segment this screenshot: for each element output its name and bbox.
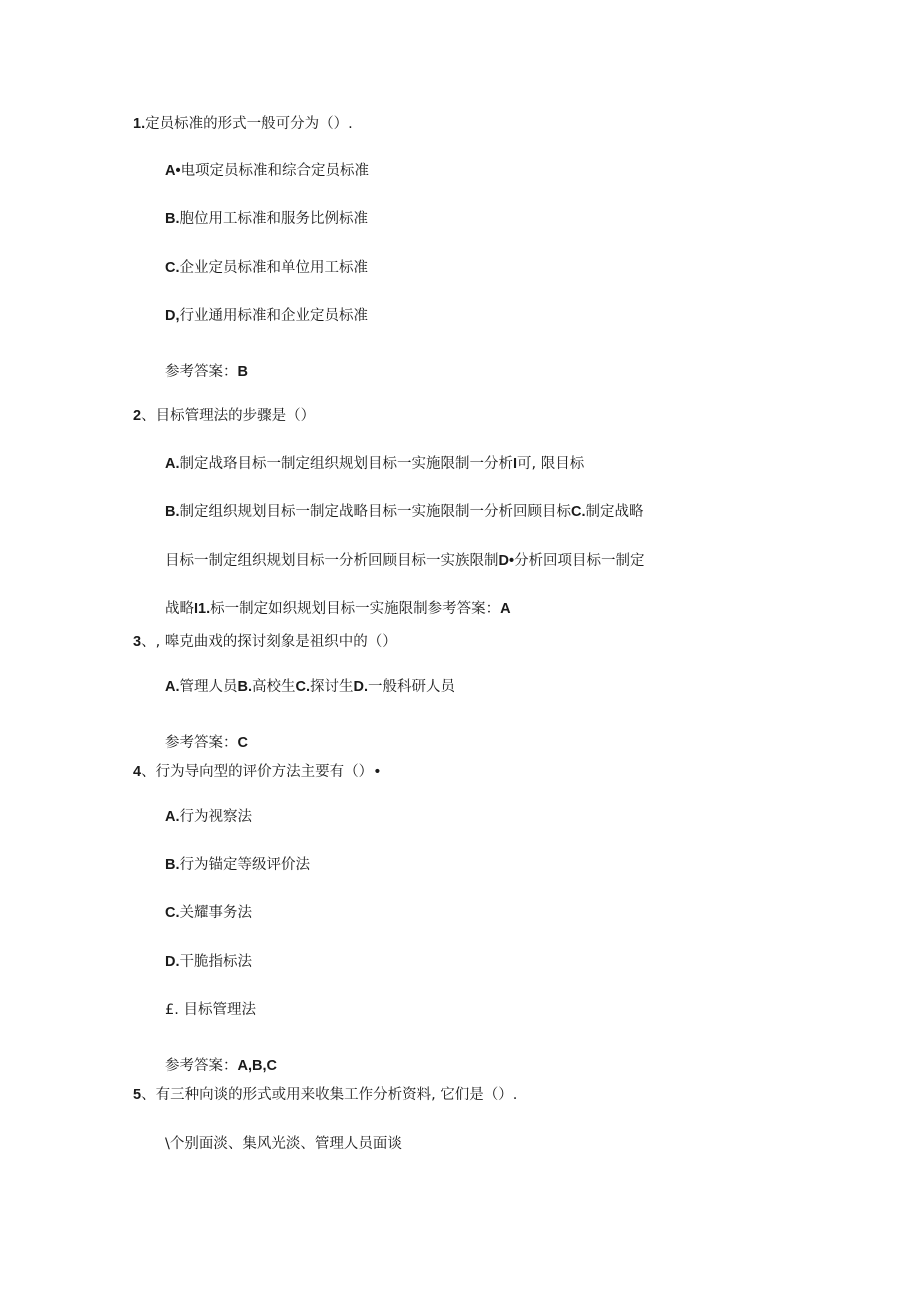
question-1-option-b: B.胞位用工标准和服务比例标准 bbox=[165, 211, 368, 227]
question-3-answer: 参考答案：C bbox=[165, 735, 248, 751]
question-2-option-a: A.制定战珞目标一制定组织规划目标一实施限制一分析I可, 限目标 bbox=[165, 456, 585, 472]
question-4-answer: 参考答案：A,B,C bbox=[165, 1058, 277, 1074]
question-4-option-e: £. 目标管理法 bbox=[165, 1002, 256, 1018]
question-5-stem: 5、有三种向谈的形式或用来收集工作分析资料, 它们是（）. bbox=[133, 1087, 518, 1103]
question-4-option-c: C.关耀事务法 bbox=[165, 905, 252, 921]
question-4-option-b: B.行为锚定等级评价法 bbox=[165, 857, 310, 873]
question-3-stem: 3、, 嗥克曲戏的探讨刻象是祖织中的（） bbox=[133, 634, 397, 650]
question-1-option-c: C.企业定员标准和单位用工标准 bbox=[165, 260, 368, 276]
question-4-stem: 4、行为导向型的评价方法主要有（）• bbox=[133, 764, 382, 780]
question-1-stem: 1.定员标准的形式一般可分为（）. bbox=[133, 116, 353, 132]
question-1-answer: 参考答案：B bbox=[165, 364, 248, 380]
question-3-options: A.管理人员B.高校生C.探讨生D.一般科研人员 bbox=[165, 679, 455, 695]
question-5-option-a: \个别面淡、集风光淡、管理人员面谈 bbox=[165, 1136, 402, 1152]
question-2-option-b: B.制定组织规划目标一制定战略目标一实施限制一分析回顾目标C.制定战略 bbox=[165, 504, 644, 520]
question-1-option-a: A•电项定员标准和综合定员标准 bbox=[165, 163, 370, 179]
question-2-answer: 战略I1.标一制定如织规划目标一实施限制参考答案：A bbox=[165, 601, 511, 617]
question-4-option-a: A.行为视察法 bbox=[165, 809, 252, 825]
question-2-stem: 2、目标管理法的步骤是（） bbox=[133, 408, 316, 424]
question-1-option-d: D,行业通用标准和企业定员标准 bbox=[165, 308, 368, 324]
question-4-option-d: D.干脆指标法 bbox=[165, 954, 252, 970]
question-2-option-wrap: 目标一制定组织规划目标一分析回顾目标一实族限制D•分析回项目标一制定 bbox=[165, 553, 645, 569]
